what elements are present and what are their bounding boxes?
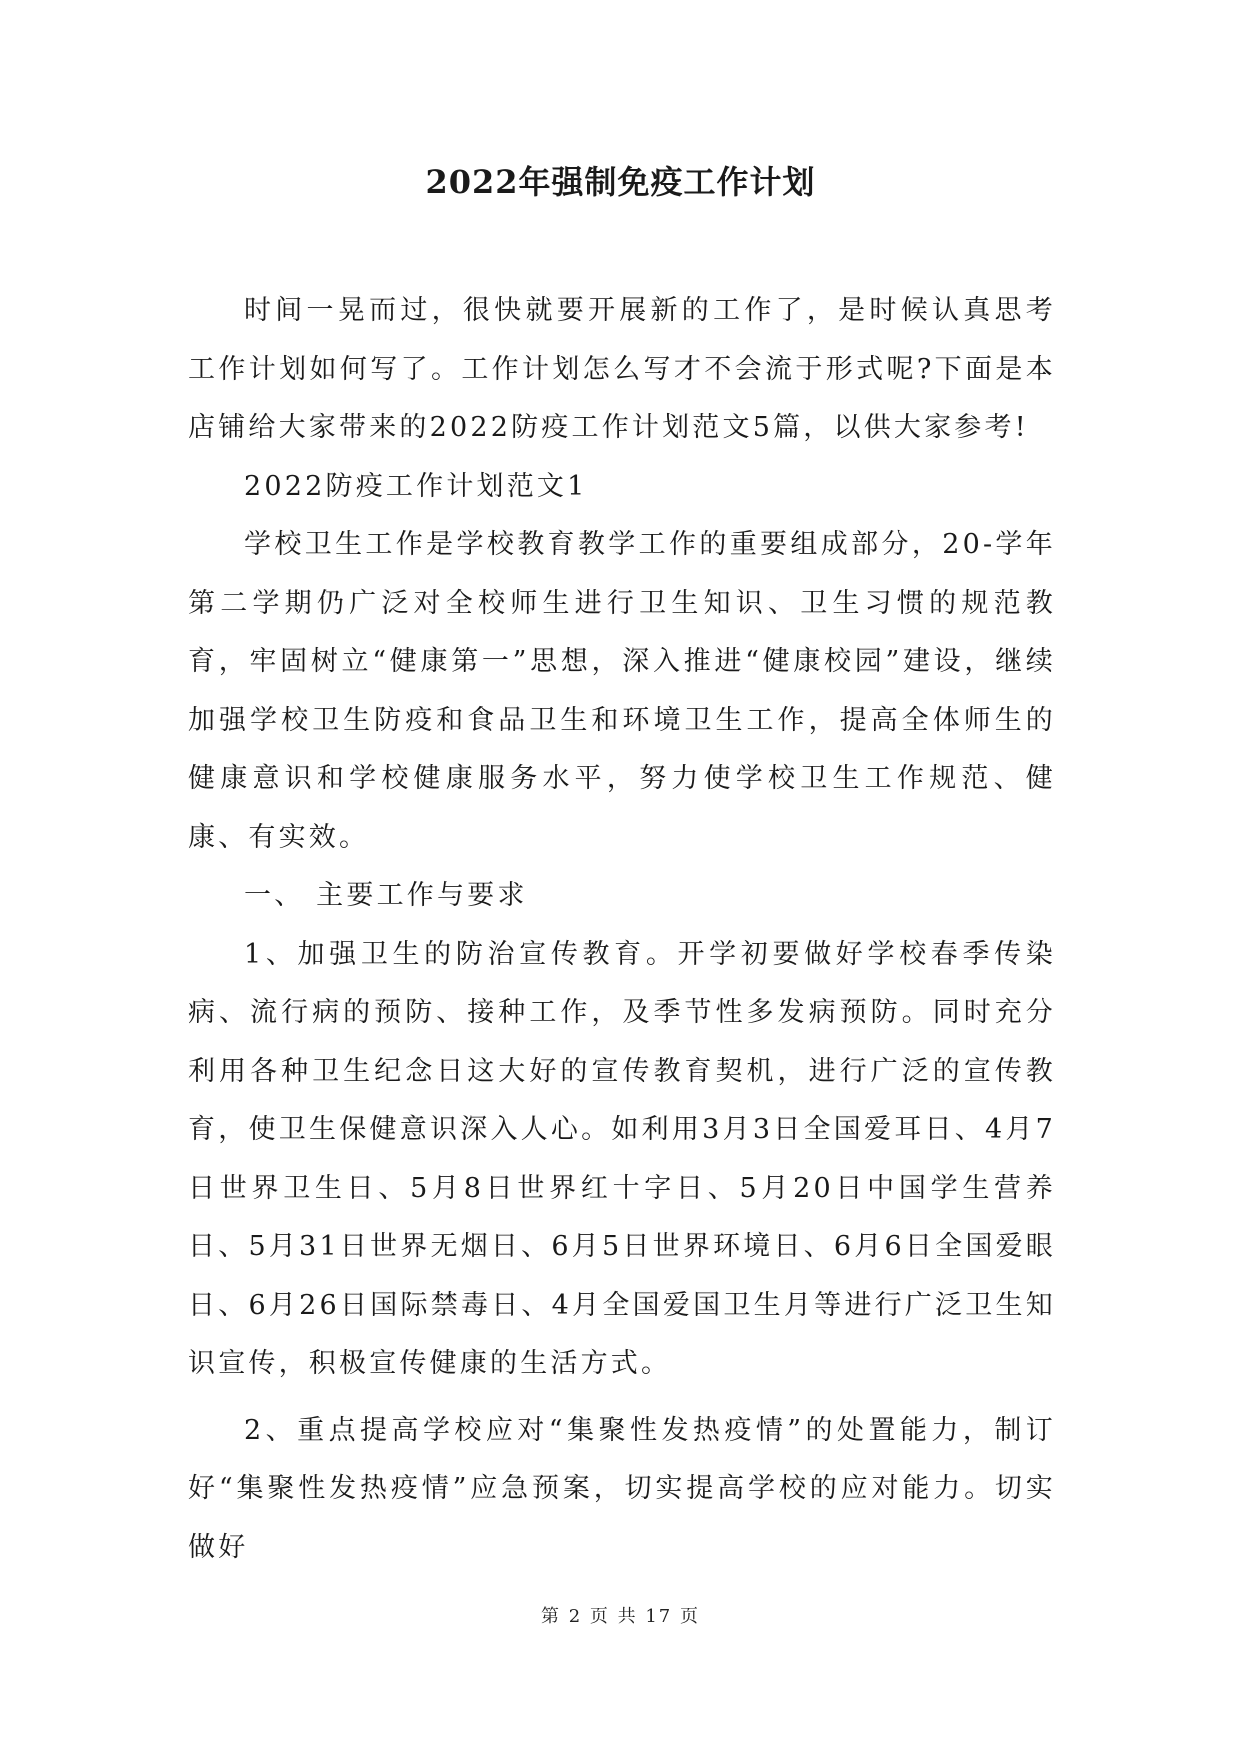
document-body	[188, 282, 1056, 1577]
document-title: 2022年强制免疫工作计划	[425, 163, 816, 201]
section-heading: 2022防疫工作计划范文1	[244, 470, 588, 502]
list-item-paragraph: 2、重点提高学校应对“集聚性发热疫情”的处置能力，制订好“集聚性发热疫情”应急预案，切实提高学校的应对能力。切实做好	[188, 1414, 1056, 1563]
subsection-heading: 一、 主要工作与要求	[244, 880, 528, 911]
body-paragraph: 学校卫生工作是学校教育教学工作的重要组成部分，20-学年第二学期仍广泛对全校师生进行卫生知识、卫生习惯的规范教育，牢固树立“健康第一”思想，深入推进“健康校园”建设，继续加强学校卫生防疫和食品卫生和环境卫生工作，提高全体师生的健康意识和学校健康服务水平，努力使学校卫生工作规范、健康、有实效。	[188, 529, 1056, 853]
intro-paragraph: 时间一晃而过，很快就要开展新的工作了，是时候认真思考工作计划如何写了。工作计划怎么写才不会流于形式呢?下面是本店铺给大家带来的2022防疫工作计划范文5篇，以供大家参考!	[188, 295, 1056, 443]
page-number-footer: 第 2 页 共 17 页	[541, 1606, 700, 1627]
list-item-paragraph: 1、加强卫生的防治宣传教育。开学初要做好学校春季传染病、流行病的预防、接种工作，及季节性多发病预防。同时充分利用各种卫生纪念日这大好的宣传教育契机，进行广泛的宣传教育，使卫生保健意识深入人心。如利用3月3日全国爱耳日、4月7日世界卫生日、5月8日世界红十字日、5月20日中国学生营养日、5月31日世界无烟日、6月5日世界环境日、6月6日全国爱眼日、6月26日国际禁毒日、4月全国爱国卫生月等进行广泛卫生知识宣传，积极宣传健康的生活方式。	[188, 938, 1056, 1379]
